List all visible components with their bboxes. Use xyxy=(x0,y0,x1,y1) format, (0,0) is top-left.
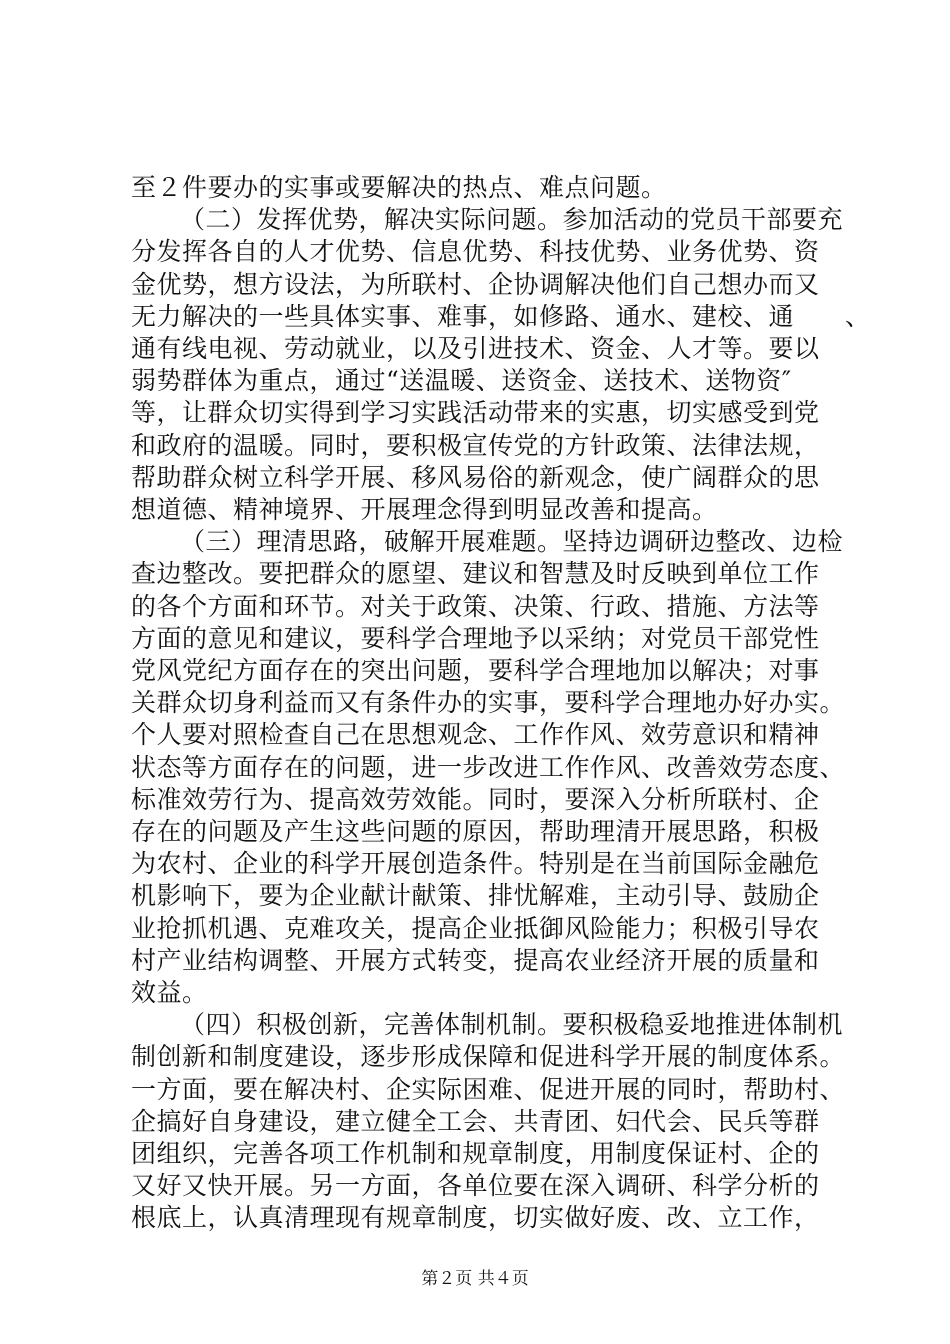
text-line: 分发挥各自的人才优势、信息优势、科技优势、业务优势、资 xyxy=(131,237,820,267)
text-line: 村产业结构调整、开展方式转变，提高农业经济开展的质量和 xyxy=(131,945,820,975)
page-footer: 第２页 共４页 xyxy=(421,1269,529,1289)
text-line: 一方面，要在解决村、企实际困难、促进开展的同时，帮助村、 xyxy=(131,1074,846,1104)
text-line: 等，让群众切实得到学习实践活动带来的实惠，切实感受到党 xyxy=(131,398,820,428)
text-line: 根底上，认真清理现有规章制度，切实做好废、改、立工作， xyxy=(131,1203,820,1233)
text-line: 方面的意见和建议，要科学合理地予以采纳；对党员干部党性 xyxy=(131,623,820,653)
paragraph-start-line: （三）理清思路，破解开展难题。坚持边调研边整改、边检 xyxy=(180,527,844,557)
text-line: 想道德、精神境界、开展理念得到明显改善和提高。 xyxy=(131,495,718,524)
text-line: 存在的问题及产生这些问题的原因，帮助理清开展思路，积极 xyxy=(131,817,820,846)
paragraph-start-line: （二）发挥优势，解决实际问题。参加活动的党员干部要充 xyxy=(180,205,844,235)
text-line: 无力解决的一些具体实事、难事，如修路、通水、建校、通 、 xyxy=(131,301,871,331)
text-line: 弱势群体为重点，通过“送温暖、送资金、送技术、送物资″ xyxy=(131,366,792,396)
text-line: 和政府的温暖。同时，要积极宣传党的方针政策、法律法规， xyxy=(131,430,820,460)
text-line: 通有线电视、劳动就业，以及引进技术、资金、人才等。要以 xyxy=(131,334,820,363)
text-line: 查边整改。要把群众的愿望、建议和智慧及时反映到单位工作 xyxy=(131,559,820,589)
text-line: 党风党纪方面存在的突出问题，要科学合理地加以解决；对事 xyxy=(131,656,820,685)
text-line: 效益。 xyxy=(131,978,208,1007)
text-line: 标准效劳行为、提高效劳效能。同时，要深入分析所联村、企 xyxy=(131,784,820,814)
text-line: 至２件要办的实事或要解决的热点、难点问题。 xyxy=(131,173,667,202)
text-line: 为农村、企业的科学开展创造条件。特别是在当前国际金融危 xyxy=(131,849,820,879)
text-line: 制创新和制度建设，逐步形成保障和促进科学开展的制度体系。 xyxy=(131,1042,846,1072)
text-line: 企搞好自身建设，建立健全工会、共青团、妇代会、民兵等群 xyxy=(131,1106,820,1136)
text-line: 机影响下，要为企业献计献策、排忧解难，主动引导、鼓励企 xyxy=(131,881,820,911)
paragraph-start-line: （四）积极创新，完善体制机制。要积极稳妥地推进体制机 xyxy=(180,1010,844,1040)
text-line: 团组织，完善各项工作机制和规章制度，用制度保证村、企的 xyxy=(131,1139,820,1168)
text-line: 业抢抓机遇、克难攻关，提高企业抵御风险能力；积极引导农 xyxy=(131,913,820,943)
text-line: 的各个方面和环节。对关于政策、决策、行政、措施、方法等 xyxy=(131,591,820,621)
text-line: 金优势，想方设法，为所联村、企协调解决他们自己想办而又 xyxy=(131,269,820,299)
text-line: 帮助群众树立科学开展、移风易俗的新观念，使广阔群众的思 xyxy=(131,462,820,492)
text-line: 状态等方面存在的问题，进一步改进工作作风、改善效劳态度、 xyxy=(131,752,846,782)
text-line: 个人要对照检查自己在思想观念、工作作风、效劳意识和精神 xyxy=(131,720,820,750)
text-line: 关群众切身利益而又有条件办的实事，要科学合理地办好办实。 xyxy=(131,688,846,718)
text-line: 又好又快开展。另一方面，各单位要在深入调研、科学分析的 xyxy=(131,1171,820,1201)
